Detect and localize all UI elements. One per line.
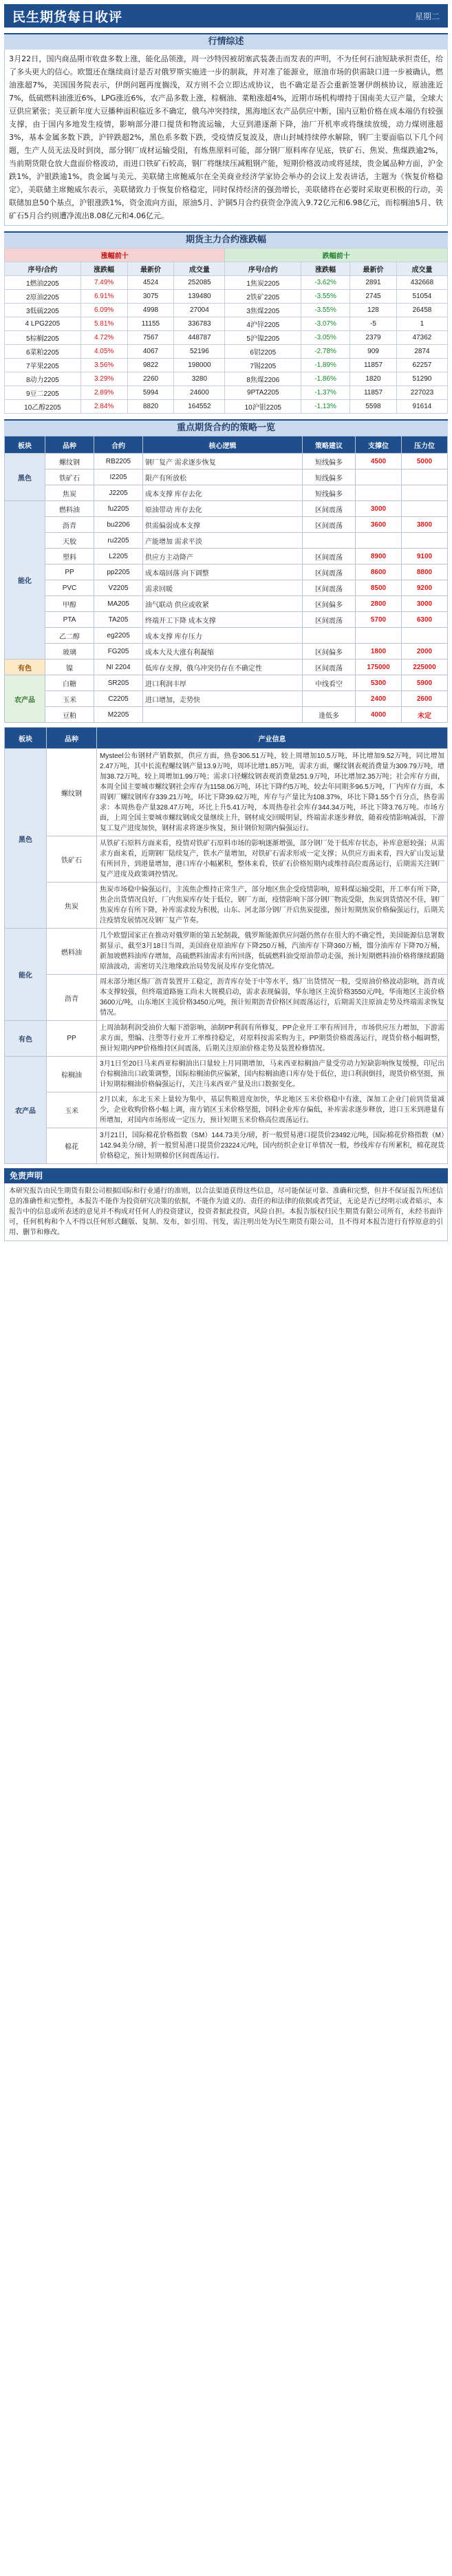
col-header: 板块 [5, 728, 47, 749]
table-row [5, 304, 448, 317]
col-header: 压力位 [402, 436, 448, 454]
logic-cell: 低库存支撑，俄乌冲突仍存在不确定性 [143, 659, 303, 675]
rank-up-pct: 3.29% [80, 372, 127, 386]
rank-down-name: 4沪锌2205 [225, 317, 301, 331]
resist-cell: 9100 [402, 549, 448, 564]
industry-info-cell: 3月21日，国际棉花价格指数（SM）144.73美分/磅，折一般贸易港口提货价23492元/吨，国际棉花价格指数（M）142.94美分/磅，折一般贸易港口提货价23224元/吨，国内纺织企业订单情况一般，纱线库存有所累积，棉花现货价格稳定，预计短期棉价区间震荡运行。 [97, 1128, 448, 1164]
weekday-label: 星期二 [414, 11, 440, 21]
table-row [5, 1057, 448, 1092]
rank-up-vol: 448787 [174, 331, 225, 345]
col-header: 板块 [5, 436, 45, 454]
resist-cell: 5900 [402, 675, 448, 691]
ranking-header-row [5, 262, 448, 276]
summary-text: 3月22日，国内商品期市收盘多数上涨，能化品领涨，周一沙特因被胡塞武装袭击而发表的声明，不为任何石油短缺承担责任，给了多头更大的信心。欧盟还在继续商讨是否对俄罗斯实施进一步的制裁，并对准了能源业，原油市场的供需缺口进一步被确认，燃油涨超7%，美国国务院表示，伊朗问题再度搁浅，双方则不会立即达成协议，也不确定是否会重新签署伊朗核协议，原油涨近7%，低硫燃料油涨近6%，LPG涨近6%，农产品多数上涨，棕榈油、菜粕涨超4%，近期市场机构增持于国南美大豆产量，全球大豆供应紧张；美豆新年度大豆播种面积临近多不确定，俄乌冲突持续，黑海地区农产品供应中断，国内豆粕价格在成本端仍有较强支撑，由于国内多地发生疫情，影响部分港口提货和物流运输，大豆到港逐渐下降，油厂开机率或将继续放缓，动力煤则涨超3%，基本金属多数下跌，沪锌跌超2%，黑色系多数下跌，受疫情反复波及，唐山封城持续停水解除，钢厂主要面临以下几个问题，生产人员无法及时到岗，部分钢厂成材运输受阻，有炼焦原料可能，部分钢厂原料库存见底，铁矿石、焦炭、焦煤跌逾2%，当前期货限仓放大盘面价格波动，而进口铁矿石较高，钢厂将继续压减粗钢产能，短期价格波动或将延续，贵金属品种方面，沪金跌1%，沪银跌逾1%，贵金属与美元、美联储主席鲍威尔在全美商业经济学家协会举办的会议上发表讲话，主题为《恢复价格稳定》，美联储主席鲍威尔表示，美联储致力于恢复价格稳定，同时保持经济的强劲增长，美联储将在必要时采取更积极的行动，美联储加息50个基点，沪银涨跌1%，资金流向方面，原油5月、沪铜5月合约获资金净流入9.72亿元和6.98亿元，而棕榈油5月、铁矿石5月合约则遭净流出8.08亿元和4.06亿元。 [4, 50, 448, 226]
col-header: 品种 [45, 436, 94, 454]
col-header: 策略建议 [303, 436, 356, 454]
table-row [5, 580, 448, 596]
product-cell: 玉米 [45, 691, 94, 707]
rank-up-name: 7苹果2205 [5, 359, 81, 372]
rank-up-name: 4 LPG2205 [5, 317, 81, 331]
disclaimer-text: 本研究报告由民生期货有限公司根据国际和行业通行的准则，以合法渠道获得这些信息，尽可能保证可靠、准确和完整，但并不保证报告所述信息的准确性和完整性，本报告不能作为投资研究决策的依据，不能作为道义的、责任的和法律的依据或者凭证，无论是否已经明示或者暗示，本报告中的信息或所表述的意见并不构成对任何人的投资建议，投资者据此投资，风险自担。本报告版权归民生期货有限公司所有，未经书面许可，任何机构和个人不得以任何形式翻版、复制、发布，如引用、刊发，需注明出处为民生期货有限公司，且不得对本报告进行有悖原意的引用、删节和修改。 [4, 1183, 448, 1241]
rank-up-vol: 336783 [174, 317, 225, 331]
industry-info-cell: 几个欧盟国家正在推动对俄罗斯的第五轮制裁，俄罗斯能源供应问题仍然存在很大的不确定性，美国能源信息署数据显示，截至3月18日当周，美国商业原油库存下降250万桶，汽油库存下降360万桶，馏分油库存下降70万桶，新加坡燃料油库存增加，高硫燃料油需求有所回落，低硫燃料油受原油带动走强，预计短期燃料油价格将继续跟随原油波动，需密切关注地缘政治局势发展及库存变化情况。 [97, 929, 448, 975]
logic-cell: 成本支撑 库存去化 [143, 485, 303, 501]
contract-cell: V2205 [94, 580, 143, 596]
rank-down-name: 7锡2205 [225, 359, 301, 372]
product-cell: 镍 [45, 659, 94, 675]
rank-up-pct: 4.72% [80, 331, 127, 345]
rank-down-price: 5598 [350, 400, 397, 414]
product-cell: 玉米 [47, 1092, 97, 1128]
disclaimer-heading: 免责声明 [4, 1168, 448, 1183]
rank-down-name: 8焦煤2206 [225, 372, 301, 386]
rank-down-vol: 51054 [396, 290, 447, 304]
advice-cell: 区间震荡 [303, 659, 356, 675]
resist-cell: 3000 [402, 596, 448, 612]
rank-up-vol: 164552 [174, 400, 225, 414]
logic-cell: 原油带动 库存去化 [143, 501, 303, 517]
table-row [5, 454, 448, 469]
rank-down-vol: 1 [396, 317, 447, 331]
advice-cell: 区间震荡 [303, 564, 356, 580]
table-row [5, 386, 448, 400]
rank-down-pct: -3.05% [301, 331, 350, 345]
table-row [5, 331, 448, 345]
product-cell: 沥青 [47, 975, 97, 1021]
logic-cell: 限产有所放松 [143, 469, 303, 485]
table-row [5, 836, 448, 883]
product-cell: PP [47, 1021, 97, 1057]
contract-cell: I2205 [94, 469, 143, 485]
rank-down-name: 5沪镍2205 [225, 331, 301, 345]
rank-up-vol: 139480 [174, 290, 225, 304]
rank-down-name: 3焦煤2205 [225, 304, 301, 317]
rank-down-pct: -2.78% [301, 345, 350, 359]
advice-cell: 区间偏多 [303, 596, 356, 612]
product-cell: 乙二醇 [45, 628, 94, 644]
strategy-heading: 重点期货合约的策略一览 [4, 419, 448, 436]
col-header: 涨跌幅 [80, 262, 127, 276]
rank-down-vol: 26458 [396, 304, 447, 317]
rank-down-vol: 432668 [396, 276, 447, 290]
rank-down-vol: 47362 [396, 331, 447, 345]
contract-cell: L2205 [94, 549, 143, 564]
rank-down-vol: 51290 [396, 372, 447, 386]
sector-cell: 农产品 [5, 675, 45, 723]
support-cell: 2400 [356, 691, 402, 707]
table-row [5, 883, 448, 929]
table-row [5, 644, 448, 659]
col-header: 序号/合约 [5, 262, 81, 276]
product-cell: 螺纹钢 [45, 454, 94, 469]
contract-cell: RB2205 [94, 454, 143, 469]
col-header: 最新价 [350, 262, 397, 276]
logic-cell: 需求回暖 [143, 580, 303, 596]
table-row [5, 517, 448, 533]
industry-info-cell: 3月1日至20日马来西亚棕榈油出口量较上月同期增加，马来西亚棕榈油产量受劳动力短缺影响恢复缓慢，印尼出台棕榈油出口政策调整，国际棕榈油供应偏紧，国内棕榈油港口库存处于低位，进口利润倒挂，现货价格坚挺，预计短期棕榈油价格偏强运行，关注马来西亚产量及出口数据变化。 [97, 1057, 448, 1092]
product-cell: 铁矿石 [45, 469, 94, 485]
rank-up-price: 4067 [127, 345, 174, 359]
contract-cell: bu2206 [94, 517, 143, 533]
table-row [5, 372, 448, 386]
product-cell: 焦炭 [47, 883, 97, 929]
advice-cell: 逢低多 [303, 707, 356, 723]
table-row [5, 675, 448, 691]
rank-down-name: 1焦炭2205 [225, 276, 301, 290]
table-row [5, 501, 448, 517]
col-header: 产业信息 [97, 728, 448, 749]
table-row [5, 929, 448, 975]
contract-cell: NI 2204 [94, 659, 143, 675]
logic-header-row [5, 728, 448, 749]
table-row [5, 749, 448, 836]
table-row [5, 612, 448, 628]
table-row [5, 1128, 448, 1164]
support-cell: 3600 [356, 517, 402, 533]
rank-up-pct: 6.91% [80, 290, 127, 304]
logic-cell [143, 707, 303, 723]
table-row [5, 659, 448, 675]
resist-cell: 2000 [402, 644, 448, 659]
up-title: 涨幅前十 [5, 249, 225, 262]
support-cell [356, 628, 402, 644]
rank-down-price: 1820 [350, 372, 397, 386]
rank-up-name: 8动力2205 [5, 372, 81, 386]
product-cell: 天胶 [45, 533, 94, 549]
logic-cell: 成本支撑 库存压力 [143, 628, 303, 644]
industry-info-cell: 焦炭市场稳中偏强运行，主流焦企维持正常生产，部分地区焦企受疫情影响，原料煤运输受阻，开工率有所下降，焦企出货情况良好，厂内焦炭库存处于低位，钢厂方面，疫情影响下部分钢厂物流受限，焦炭到货情况不佳，钢厂焦炭库存有所下降，补库需求较为积极，山东、河北部分钢厂开启焦炭提涨，预计短期焦炭价格偏强运行，后期关注疫情发展情况及钢厂复产节奏。 [97, 883, 448, 929]
rank-up-vol: 27004 [174, 304, 225, 317]
industry-info-cell: 上周油制利润受油价大幅下滑影响，油制PP利润有所修复，PP企业开工率有所回升，市场供应压力增加，下游需求方面，塑编、注塑等行业开工率维持稳定，对原料按需采购为主，PP期货价格震荡运行，现货价格小幅调整，预计短期内PP价格维持区间震荡，后期关注原油价格走势及装置检修情况。 [97, 1021, 448, 1057]
sector-cell: 农产品 [5, 1057, 47, 1164]
resist-cell [402, 628, 448, 644]
rank-down-pct: -3.55% [301, 290, 350, 304]
rank-up-name: 10乙醇2205 [5, 400, 81, 414]
advice-cell: 区间震荡 [303, 580, 356, 596]
rank-down-price: 2891 [350, 276, 397, 290]
rank-up-price: 4524 [127, 276, 174, 290]
logic-cell: 产能增加 需求平淡 [143, 533, 303, 549]
resist-cell [402, 485, 448, 501]
support-cell [356, 533, 402, 549]
table-row [5, 975, 448, 1021]
col-header: 成交量 [174, 262, 225, 276]
product-cell: 豆粕 [45, 707, 94, 723]
rank-up-vol: 24600 [174, 386, 225, 400]
industry-info-cell: 从铁矿石原料方面来看，疫情对铁矿石原料市场的影响逐渐增强，部分钢厂处于低库存状态，补库意愿较强；从需求方面来看，近期钢厂陆续复产，铁水产量增加，对铁矿石需求形成一定支撑；从供应方面来看，四大矿山发运量有所回升，到港量增加，港口库存小幅累积，整体来看，铁矿石价格短期内或维持高位震荡运行，后期需关注钢厂复产进度及政策调控情况。 [97, 836, 448, 883]
rank-up-name: 3低硫2205 [5, 304, 81, 317]
table-row [5, 290, 448, 304]
rank-up-vol: 3280 [174, 372, 225, 386]
resist-cell: 225000 [402, 659, 448, 675]
contract-cell: FG205 [94, 644, 143, 659]
rank-down-name: 10沪银2205 [225, 400, 301, 414]
table-row [5, 359, 448, 372]
rank-up-price: 7567 [127, 331, 174, 345]
logic-cell: 进口增加，走势快 [143, 691, 303, 707]
product-cell: PVC [45, 580, 94, 596]
rank-up-pct: 5.81% [80, 317, 127, 331]
advice-cell: 区间震荡 [303, 517, 356, 533]
industry-info-cell: 周末部分地区炼厂沥青装置开工稳定，沥青库存处于中等水平，炼厂出货情况一般，受原油价格波动影响，沥青成本支撑较强，但终端道路施工尚未大规模启动，需求表现偏弱，华东地区主流价格3550元/吨，华南地区主流价格3600元/吨，山东地区主流价格3450元/吨，预计短期沥青价格区间震荡运行，后期需关注原油走势及终端需求恢复情况。 [97, 975, 448, 1021]
advice-cell: 短线偏多 [303, 485, 356, 501]
rank-down-name: 6铝2205 [225, 345, 301, 359]
advice-cell: 区间偏多 [303, 644, 356, 659]
advice-cell [303, 533, 356, 549]
rank-down-vol: 91614 [396, 400, 447, 414]
sector-cell: 有色 [5, 1021, 47, 1057]
support-cell: 2800 [356, 596, 402, 612]
contract-cell: M2205 [94, 707, 143, 723]
sector-cell: 黑色 [5, 454, 45, 501]
col-header: 成交量 [396, 262, 447, 276]
rank-up-pct: 2.89% [80, 386, 127, 400]
rank-up-pct: 7.49% [80, 276, 127, 290]
table-row [5, 469, 448, 485]
rank-down-name: 9PTA2205 [225, 386, 301, 400]
support-cell: 175000 [356, 659, 402, 675]
rank-down-vol: 2874 [396, 345, 447, 359]
advice-cell [303, 628, 356, 644]
rank-down-price: 2379 [350, 331, 397, 345]
logic-table [4, 727, 448, 1164]
contract-cell: TA205 [94, 612, 143, 628]
logic-cell: 供需偏弱成本支撑 [143, 517, 303, 533]
table-row [5, 628, 448, 644]
rank-up-pct: 4.05% [80, 345, 127, 359]
product-cell: PP [45, 564, 94, 580]
product-cell: 燃料油 [47, 929, 97, 975]
title-bar [4, 4, 448, 28]
table-row [5, 317, 448, 331]
product-cell: 铁矿石 [47, 836, 97, 883]
contract-cell: J2205 [94, 485, 143, 501]
logic-cell: 终端开工下降 成本支撑 [143, 612, 303, 628]
product-cell: 沥青 [45, 517, 94, 533]
rank-down-price: -5 [350, 317, 397, 331]
strategy-table [4, 436, 448, 723]
advice-cell [303, 691, 356, 707]
col-header: 合约 [94, 436, 143, 454]
rank-up-pct: 6.09% [80, 304, 127, 317]
logic-cell: 钢厂复产 需求逐步恢复 [143, 454, 303, 469]
sector-cell: 黑色 [5, 749, 47, 929]
rank-up-price: 5994 [127, 386, 174, 400]
table-row [5, 400, 448, 414]
col-header: 涨跌幅 [301, 262, 350, 276]
logic-cell: 供应方主动降产 [143, 549, 303, 564]
support-cell [356, 469, 402, 485]
rank-up-vol: 52196 [174, 345, 225, 359]
page [4, 0, 448, 1241]
table-row [5, 276, 448, 290]
sector-cell: 有色 [5, 659, 45, 675]
resist-cell: 6300 [402, 612, 448, 628]
rank-down-pct: -1.89% [301, 359, 350, 372]
support-cell: 4500 [356, 454, 402, 469]
advice-cell: 区间震荡 [303, 549, 356, 564]
contract-cell: pp2205 [94, 564, 143, 580]
table-row [5, 1021, 448, 1057]
col-header: 序号/合约 [225, 262, 301, 276]
rank-up-name: 2原油2205 [5, 290, 81, 304]
table-row [5, 1092, 448, 1128]
resist-cell: 5000 [402, 454, 448, 469]
rank-up-price: 3075 [127, 290, 174, 304]
support-cell: 8500 [356, 580, 402, 596]
support-cell: 5700 [356, 612, 402, 628]
product-cell: 棕榈油 [47, 1057, 97, 1092]
product-cell: PTA [45, 612, 94, 628]
resist-cell: 9200 [402, 580, 448, 596]
product-cell: 燃料油 [45, 501, 94, 517]
logic-cell: 成本大及大涨有利凝缩 [143, 644, 303, 659]
rank-down-price: 2745 [350, 290, 397, 304]
rank-down-price: 11857 [350, 386, 397, 400]
support-cell: 4000 [356, 707, 402, 723]
table-row [5, 533, 448, 549]
table-row [5, 549, 448, 564]
advice-cell: 短线偏多 [303, 454, 356, 469]
support-cell: 8900 [356, 549, 402, 564]
contract-cell: C2205 [94, 691, 143, 707]
resist-cell [402, 469, 448, 485]
industry-info-cell: Mysteel公布钢材产销数据，供应方面，热卷306.51万吨，较上周增加10.5万吨，环比增加9.52万吨，同比增加2.47万吨，其中长流程螺纹钢产量13.9万吨，周环比增1.85万吨，需求方面，螺纹钢表观消费量为309.79万吨，增加38.72万吨，较上周增加1.99万吨；需求口径螺纹钢表观消费量251.9万吨，环比增加2.35万吨；社会库存方面，本周全国主要城市螺纹钢社会库存为1158.06万吨，环比下降约5万吨，较去年同期多96.5万吨，厂内库存方面，本周钢厂螺纹钢库存339.21万吨，环比下降39.62万吨，库存与产量比为108.37%，环比下降1.55个百分点，热卷需求：本周热卷产量328.47万吨，环比上升5.41万吨，本周热卷社会库存344.34万吨，环比下降3.76万吨。市场方面，上周全国主要城市螺纹钢成交量继续上升，钢材成交回暖明显，终端需求逐步释放，随着疫情影响减弱，下游复工复产进度加快，钢材需求将逐步恢复，预计钢价短期内偏强运行。 [97, 749, 448, 836]
support-cell: 8600 [356, 564, 402, 580]
down-title: 跌幅前十 [225, 249, 448, 262]
resist-cell: 未定 [402, 707, 448, 723]
advice-cell: 区间震荡 [303, 612, 356, 628]
product-cell: 甲醇 [45, 596, 94, 612]
table-row [5, 596, 448, 612]
rank-down-pct: -1.86% [301, 372, 350, 386]
rank-up-price: 8820 [127, 400, 174, 414]
resist-cell: 3800 [402, 517, 448, 533]
support-cell: 5300 [356, 675, 402, 691]
rank-down-pct: -3.07% [301, 317, 350, 331]
product-cell: 玻璃 [45, 644, 94, 659]
support-cell: 1800 [356, 644, 402, 659]
contract-cell: ru2205 [94, 533, 143, 549]
col-header: 核心逻辑 [143, 436, 303, 454]
sector-cell: 能化 [5, 929, 47, 1021]
page-title: 民生期货每日收评 [12, 10, 123, 25]
rank-down-pct: -1.37% [301, 386, 350, 400]
product-cell: 白糖 [45, 675, 94, 691]
summary-heading: 行情综述 [4, 33, 448, 50]
advice-cell: 区间震荡 [303, 501, 356, 517]
rank-down-vol: 227023 [396, 386, 447, 400]
rank-down-pct: -3.62% [301, 276, 350, 290]
table-row [5, 691, 448, 707]
rank-up-vol: 252085 [174, 276, 225, 290]
rank-down-pct: -1.13% [301, 400, 350, 414]
rank-up-name: 9豆二2205 [5, 386, 81, 400]
support-cell [356, 485, 402, 501]
sector-cell: 能化 [5, 501, 45, 659]
contract-cell: MA205 [94, 596, 143, 612]
col-header: 最新价 [127, 262, 174, 276]
col-header: 支撑位 [356, 436, 402, 454]
product-cell: 螺纹钢 [47, 749, 97, 836]
rank-up-price: 11155 [127, 317, 174, 331]
logic-cell: 进口利润丰厚 [143, 675, 303, 691]
contract-cell: eg2205 [94, 628, 143, 644]
col-header: 品种 [47, 728, 97, 749]
rank-down-vol: 62257 [396, 359, 447, 372]
resist-cell [402, 533, 448, 549]
product-cell: 塑料 [45, 549, 94, 564]
ranking-heading: 期货主力合约涨跌幅 [4, 231, 448, 248]
rank-down-price: 909 [350, 345, 397, 359]
resist-cell: 2600 [402, 691, 448, 707]
resist-cell: 8800 [402, 564, 448, 580]
strategy-header-row [5, 436, 448, 454]
resist-cell [402, 501, 448, 517]
rank-up-pct: 2.84% [80, 400, 127, 414]
rank-up-name: 1燃油2205 [5, 276, 81, 290]
contract-cell: SR205 [94, 675, 143, 691]
rank-up-price: 4998 [127, 304, 174, 317]
rank-up-name: 6菜粕2205 [5, 345, 81, 359]
rank-up-price: 9822 [127, 359, 174, 372]
rank-up-pct: 3.56% [80, 359, 127, 372]
table-row [5, 707, 448, 723]
rank-down-name: 2铁矿2205 [225, 290, 301, 304]
rank-down-price: 128 [350, 304, 397, 317]
table-row [5, 345, 448, 359]
rank-down-pct: -3.55% [301, 304, 350, 317]
logic-cell: 成本端回落 向下调整 [143, 564, 303, 580]
table-row [5, 564, 448, 580]
advice-cell: 短线偏多 [303, 469, 356, 485]
contract-cell: fu2205 [94, 501, 143, 517]
support-cell: 3000 [356, 501, 402, 517]
rank-up-name: 5棕榈2205 [5, 331, 81, 345]
table-row [5, 485, 448, 501]
rank-up-vol: 198000 [174, 359, 225, 372]
product-cell: 焦炭 [45, 485, 94, 501]
product-cell: 棉花 [47, 1128, 97, 1164]
logic-cell: 油气联动 供应或收紧 [143, 596, 303, 612]
advice-cell: 中线看空 [303, 675, 356, 691]
ranking-table [4, 248, 448, 414]
rank-down-price: 11857 [350, 359, 397, 372]
industry-info-cell: 2月以来，东北玉米上量较为集中，基层售粮进度加快，华北地区玉米价格稳中有涨，深加工企业门前到货量减少，企业收购价格小幅上调，南方销区玉米价格坚挺，饲料企业库存偏低，补库需求逐步释放，进口玉米到港量有所增加，对国内市场形成一定压力，预计短期玉米价格高位震荡运行。 [97, 1092, 448, 1128]
rank-up-price: 2260 [127, 372, 174, 386]
